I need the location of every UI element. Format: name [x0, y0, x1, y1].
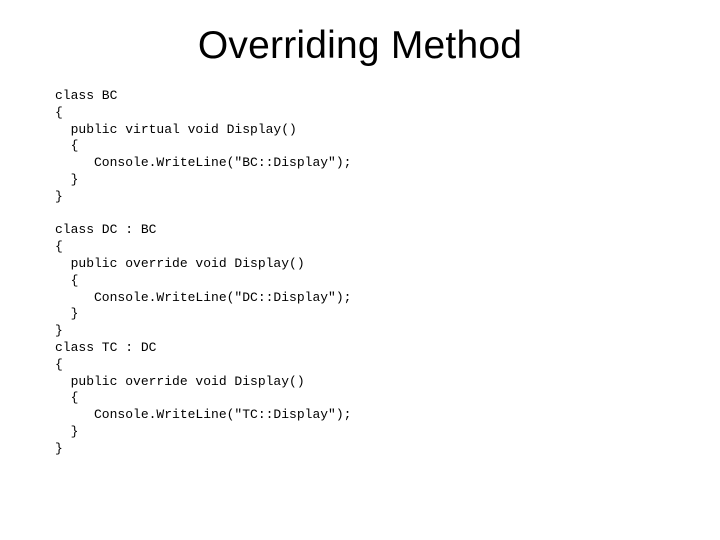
code-line: Console.WriteLine("BC::Display");: [55, 155, 352, 171]
code-line: {: [55, 390, 79, 406]
code-line: public override void Display(): [55, 255, 305, 271]
code-block: [55, 88, 351, 458]
code-line: class TC : DC: [55, 339, 157, 355]
code-line: Console.WriteLine("DC::Display");: [55, 289, 352, 305]
code-line: }: [55, 171, 79, 187]
code-line: public override void Display(): [55, 373, 305, 389]
code-line: }: [55, 306, 79, 322]
code-line: {: [55, 138, 79, 154]
code-line: {: [55, 239, 63, 255]
code-line: [55, 206, 351, 223]
code-line: public virtual void Display(): [55, 121, 297, 137]
code-line: class BC: [55, 88, 118, 103]
code-line: class DC : BC: [55, 222, 157, 238]
code-line: {: [55, 272, 79, 288]
code-line: {: [55, 356, 63, 372]
code-line: }: [55, 423, 79, 439]
code-line: }: [55, 188, 63, 204]
code-line: {: [55, 104, 63, 120]
code-line: Console.WriteLine("TC::Display");: [55, 407, 352, 423]
slide-title: Overriding Method: [197, 24, 523, 67]
code-line: }: [55, 323, 63, 339]
code-line: }: [55, 440, 63, 456]
